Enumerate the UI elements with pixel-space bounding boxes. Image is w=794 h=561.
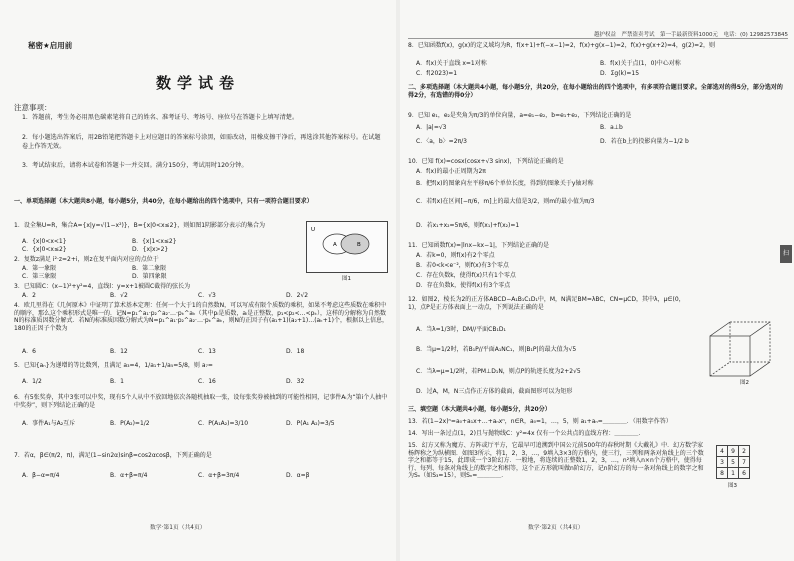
q3-option-d: D．2√2 [286, 292, 309, 299]
question-2: 2．复数z满足 i²·z=2+i，则z在复平面内对应的点位于 [14, 256, 159, 263]
question-7: 7．若α，β∈(π/2，π)，满足(1−sin2α)sinβ=cos2αcosβ，下列正确的是 [14, 452, 212, 459]
q3-option-c: C．√3 [198, 292, 216, 299]
q2-option-c: C．第三象限 [22, 273, 57, 280]
magic-cell: 1 [728, 468, 739, 479]
q3-option-b: B．√2 [110, 292, 128, 299]
q9-option-c: C．〈a，b〉=2π/3 [416, 138, 467, 145]
secret-mark: 秘密★启用前 [28, 41, 73, 50]
q3-option-a: A．2 [22, 292, 36, 299]
q5-option-b: B．1 [110, 378, 124, 385]
grid-caption: 图3 [728, 483, 737, 489]
magic-cell: 3 [717, 457, 728, 468]
q12-option-b: B．当μ=1/2时，若B₁P//平面A₁NC₁，则|B₁P|的最大值为√5 [416, 346, 577, 353]
note-2: 2．每小题选出答案后，用2B铅笔把答题卡上对应题目的答案标号涂黑，如需改动，用橡皮擦干净后，再选涂其他答案标号。在试题卷上作答无效。 [22, 134, 381, 150]
q1-option-b: B．{x|1<x≤2} [132, 238, 177, 245]
q7-option-c: C．α+β=3π/4 [198, 472, 240, 479]
cube-figure [704, 318, 784, 388]
q5-option-d: D．32 [286, 378, 305, 385]
q2-option-a: A．第一象限 [22, 265, 57, 272]
magic-cell: 8 [717, 468, 728, 479]
question-4: 4．欧几里得在《几何原本》中证明了算术基本定理：任何一个大于1的自然数N，可以写成有限个质数的乘积，如果不考虑这些质数在乘积中的顺序，那么这个乘积形式是唯一的．记N=p₁^a₁·p₂^a₂·…·pₖ^aₖ（其中pᵢ是质数，aᵢ是正整数，p₁<p₂<…<pₖ），这样的分解称为自然数N的标准质因数分解式．若N的标准质因数分解式为N=p₁^a₁·p₂^a₂·…·pₖ^aₖ，则N的正因子有(a₁+1)(a₂+1)…(aₖ+1)个，根据以上信息，180的正因子个数为 [14, 302, 388, 332]
q5-option-c: C．16 [198, 378, 216, 385]
q12-option-c: C．当λ=μ=1/2时，若PM⊥D₁N，则点P的轨迹长度为2+2√5 [416, 368, 581, 375]
left-page [0, 0, 396, 561]
q1-option-d: D．{x|x>2} [132, 246, 169, 253]
magic-square-figure [716, 445, 750, 489]
question-5: 5．已知{aₙ}为递增的等比数列，且满足 a₃=4，1/a₁+1/a₅=5/8，则 a₇= [14, 362, 213, 369]
magic-cell: 2 [739, 446, 750, 457]
magic-cell: 4 [717, 446, 728, 457]
right-footer: 数学·第2页（共4页） [528, 525, 584, 531]
cube-svg [704, 318, 784, 380]
q11-option-b: B．若0<k<e⁻²，则f(x)有3个零点 [416, 262, 509, 269]
question-6: 6．有5张奖券，其中3张可以中奖，现有5个人从中不放回地依次各随机抽取一张，设每张奖券被抽到的可能性相同，记事件Aᵢ为“第i个人抽中中奖券”，则下列结论正确的是 [14, 394, 388, 409]
q7-option-a: A．β−α=π/4 [22, 472, 60, 479]
venn-label-b: B [357, 242, 361, 248]
q7-option-d: D．α=β [286, 472, 310, 479]
magic-cell: 9 [728, 446, 739, 457]
venn-svg [307, 222, 387, 272]
magic-cell: 6 [739, 468, 750, 479]
q2-option-d: D．第四象限 [132, 273, 167, 280]
venn-label-u: U [311, 227, 316, 233]
venn-label-a: A [333, 242, 337, 248]
q12-option-a: A．当λ=1/3时，DM//平面CB₁D₁ [416, 326, 506, 333]
section-1-heading: 一、单项选择题（本大题共8小题，每小题5分，共40分，在每小题给出的四个选项中，只有一项符合题目要求） [14, 198, 313, 205]
question-12: 12．如图2，棱长为2的正方体ABCD−A₁B₁C₁D₁中，M，N满足BM=λBC，CN=μCD，其中λ，μ∈(0，1)，点P是正方体表面上一动点，下列说法正确的是 [408, 296, 685, 311]
page-title: 数学试卷 [155, 74, 240, 92]
question-3: 3．已知圆C：(x−1)²+y²=4，直线l：y=x+1被圆C截得的弦长为 [14, 283, 191, 290]
q10-option-b: B．把f(x)的图象向左平移π/6个单位长度，得到的图象关于y轴对称 [416, 180, 594, 187]
question-1: 1．设全集U=R，集合A={x|y=√(1−x²)}，B={x|0<x≤2}，则如图1阴影部分表示的集合为 [14, 222, 266, 229]
note-1: 1．答题前，考生务必用黑色碳素笔将自己的姓名、准考证号、考场号、座位号在答题卡上填写清楚。 [22, 114, 299, 121]
magic-cell: 5 [728, 457, 739, 468]
question-8: 8．已知函数f(x)，g(x)的定义域均为R，f(x+1)+f(−x−1)=2，f(x)+g(x−1)=2，f(x)+g(x+2)=4，g(2)=2，则 [408, 42, 716, 49]
q9-option-b: B．a⊥b [600, 124, 623, 131]
q6-option-b: B．P(A₂)=1/2 [110, 420, 150, 427]
side-tab[interactable]: 扫 [780, 245, 792, 263]
q4-option-a: A．6 [22, 348, 36, 355]
q10-option-a: A．f(x)的最小正周期为2π [416, 168, 486, 175]
cube-caption: 图2 [740, 380, 749, 386]
question-14: 14．写出一条过点(1，2)且与抛物线C：y²=4x 仅有一个公共点的直线方程：＿＿＿＿． [408, 430, 645, 437]
q4-option-d: D．18 [286, 348, 305, 355]
q9-option-d: D．若在b上的投影向量为−1/2 b [600, 138, 689, 145]
note-3: 3．考试结束后，请将本试卷和答题卡一并交回。满分150分，考试用时120分钟。 [22, 162, 248, 169]
section-2-heading: 二、多项选择题（本大题共4小题，每小题5分，共20分，在每小题给出的四个选项中，有多项符合题目要求。全部选对的得5分，部分选对的得2分，有选错的得0分） [408, 84, 783, 99]
q1-option-c: C．{x|0<x≤2} [22, 246, 67, 253]
q2-option-b: B．第二象限 [132, 265, 167, 272]
venn-caption: 图1 [342, 276, 351, 282]
left-footer: 数学·第1页（共4页） [150, 525, 206, 531]
q4-option-c: C．13 [198, 348, 216, 355]
q5-option-a: A．1/2 [22, 378, 42, 385]
magic-cell: 7 [739, 457, 750, 468]
q7-option-b: B．α+β=π/4 [110, 472, 148, 479]
q8-option-b: B．f(x)关于点(1，0)中心对称 [600, 60, 681, 67]
q11-option-d: D．存在负数k，使得f(x)有3个零点 [416, 282, 511, 289]
q10-option-c: C．若f(x)在区间[−π/6，m]上的最大值是3/2，则m的最小值为π/3 [416, 198, 595, 205]
right-header: 越护权益 严禁盗卖考试 第一手最新资料1000元 电话：(0) 12982573845 [593, 32, 788, 38]
q8-option-c: C．f(2023)=1 [416, 70, 458, 77]
q8-option-a: A．f(x)关于直线 x=1对称 [416, 60, 487, 67]
q6-option-d: D．P(A₁ A₂)=3/5 [286, 420, 335, 427]
magic-square-table [716, 445, 750, 479]
q11-option-c: C．存在负数k，使得f(x)只有1个零点 [416, 272, 516, 279]
q9-option-a: A．|a|=√3 [416, 124, 447, 131]
question-10: 10．已知 f(x)=cosx(cosx+√3 sinx)，下列结论正确的是 [408, 158, 564, 165]
q1-option-a: A．{x|0<x<1} [22, 238, 67, 245]
venn-diagram [306, 221, 388, 273]
q10-option-d: D．若x₁+x₂=5π/6，则f(x₁)+f(x₂)=1 [416, 222, 520, 229]
header-rule [408, 38, 788, 39]
q6-option-c: C．P(A₁A₂)=3/10 [198, 420, 249, 427]
question-13: 13．若(1−2x)ⁿ=a₀+a₁x+…+aₙxⁿ，n∈R，a₀=1，…，5，则 a₁+aₙ=＿＿＿＿．（用数字作答） [408, 418, 672, 425]
q8-option-d: D．Σg(k)=15 [600, 70, 640, 77]
venn-set-b [341, 234, 369, 254]
question-11: 11．已知函数f(x)=|lnx−kx−1|，下列结论正确的是 [408, 242, 549, 249]
question-9: 9．已知 e₁，e₂是夹角为π/3的单位向量，a=e₁−e₂，b=e₁+e₂，下列结论正确的是 [408, 112, 632, 119]
q4-option-b: B．12 [110, 348, 128, 355]
question-15: 15．幻方又称为魔方、方阵或厅平方，它最早可追溯到中国公元前500年的春秋时期《大戴礼》中．幻方数学家杨辉称之为纵横图．如图3所示，将1，2，3，…，9填入3×3的方格内，使三行，三列和两条对角线上的三个数字之和都等于15，此即成一个3阶幻方．一般地，将连续的正整数1，2，3，…，n²填入n×n个方格中，使得每行、每列、每条对角线上的数字之和相等，这个正方形就叫做n阶幻方，记n阶幻方的每一条对角线上的数字之和为Sₙ（如S₃=15），则Sₙ=＿＿＿＿． [408, 442, 704, 480]
section-3-heading: 三、填空题（本大题共4小题，每小题5分，共20分） [408, 406, 551, 413]
q11-option-a: A．若k=0，则f(x)有2个零点 [416, 252, 495, 259]
q6-option-a: A．事件A₁与A₂互斥 [22, 420, 76, 427]
q12-option-d: D．过A，M，N三点作正方体的截面，截面图形可以为矩形 [416, 388, 573, 395]
notes-heading: 注意事项： [14, 103, 52, 112]
